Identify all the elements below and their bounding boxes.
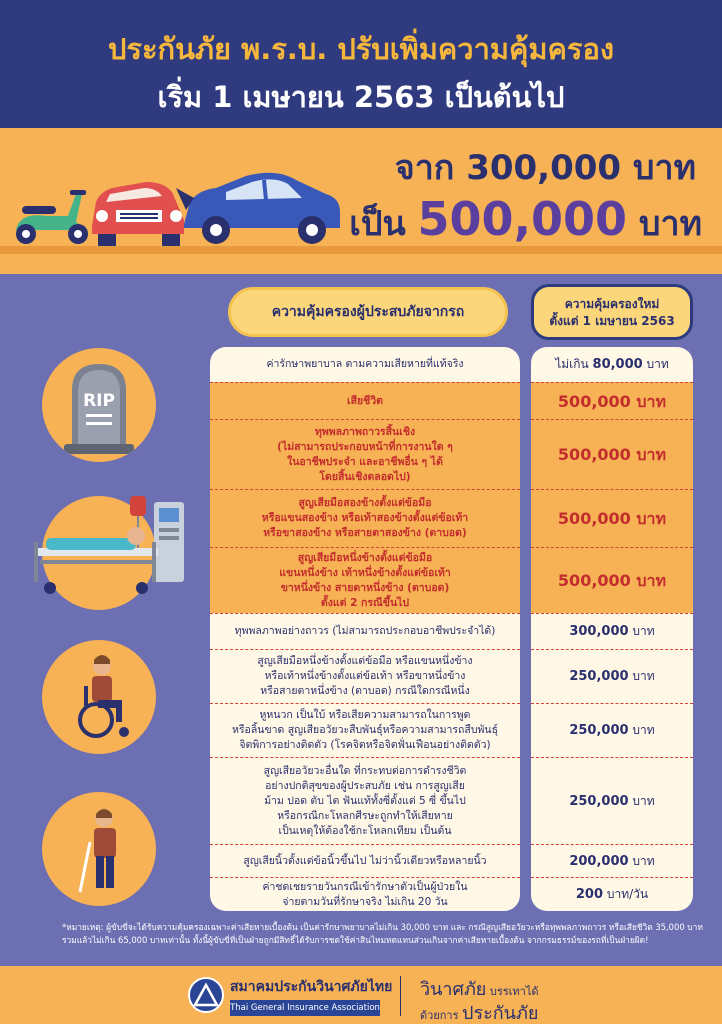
coverage-amount: [576, 887, 648, 902]
coverage-description: ทุพพลภาพอย่างถาวร (ไม่สามารถประกอบอาชีพประจำได้): [234, 625, 496, 637]
amount-row: [531, 613, 693, 649]
from-suffix: บาท: [621, 148, 696, 188]
table-row: [210, 419, 520, 489]
coverage-description: ทุพพลภาพถาวรสิ้นเชิง (ไม่สามารถประกอบหน้าที่การงานใด ๆ ในอาชีพประจำ และอาชีพอื่น ๆ ได้ โดยสิ้นเชิงตลอดไป): [277, 425, 453, 483]
table-row: [210, 757, 520, 844]
table-row: [210, 877, 520, 911]
tombstone-icon: [42, 348, 156, 462]
amount-row: [531, 419, 693, 489]
amount-value: 300,000: [569, 624, 629, 639]
coverage-amount: [569, 794, 654, 809]
coverage-description: สูญเสียอวัยวะอื่นใด ที่กระทบต่อการดำรงชีวิต อย่างปกติสุขของผู้ประสบภัย เช่น การสูญเสีย ม้าม ปอด ตับ ไต ฟันแท้ทั้งซี่ตั้งแต่ 5 ซี่ ขึ้นไป หรือกรณีกะโหลกศีรษะถูกทำให้เสียหาย เป็นเหตุให้ต้องใช้กะโหลกเทียม เป็นต้น: [263, 764, 467, 837]
wheelchair-icon: [42, 640, 156, 754]
table-row: [210, 547, 520, 613]
wheelchair-circle: [42, 640, 156, 754]
table-row: [210, 703, 520, 757]
coverage-description: ค่ารักษาพยาบาล ตามความเสียหายที่แท้จริง: [266, 358, 464, 370]
amount-row: [531, 757, 693, 844]
slogan1-main: วินาศภัย: [420, 979, 487, 1000]
amount-unit: บาท: [628, 624, 655, 638]
coverage-description: สูญเสียมือหนึ่งข้างตั้งแต่ข้อมือ หรือแขนหนึ่งข้าง หรือเท้าหนึ่งข้างตั้งแต่ข้อเท้า หรือขาหนึ่งข้าง หรือสายตาหนึ่งข้าง (ตาบอด) กรณีใดกรณีหนึ่ง: [257, 655, 473, 697]
coverage-amount: [569, 723, 654, 738]
from-amount: 300,000: [466, 148, 622, 188]
to-suffix: บาท: [627, 204, 702, 244]
amount-value: 200,000: [569, 853, 629, 869]
rip-label: RIP: [83, 391, 115, 411]
coverage-description: สูญเสียนิ้วตั้งแต่ข้อนิ้วขึ้นไป ไม่ว่านิ้วเดียวหรือหลายนิ้ว: [243, 854, 487, 867]
table-header-new-coverage: [531, 284, 693, 340]
amount-row: [531, 382, 693, 419]
amount-value: 250,000: [569, 793, 629, 809]
rip-circle: [42, 348, 156, 462]
amount-value: 250,000: [569, 669, 629, 684]
amount-row: [531, 347, 693, 382]
amount-row: [531, 877, 693, 911]
table-header-coverage: ความคุ้มครองผู้ประสบภัยจากรถ: [228, 287, 508, 337]
coverage-amount: [558, 511, 666, 526]
table-row: [210, 844, 520, 877]
amount-row: [531, 703, 693, 757]
amount-row: [531, 547, 693, 613]
slogan1-small: บรรเทาได้: [486, 985, 539, 998]
from-prefix: จาก: [394, 148, 467, 188]
table-row: [210, 613, 520, 649]
amount-unit: บาท: [630, 445, 667, 464]
amount-unit: บาท: [628, 669, 655, 683]
crutch-circle: [42, 792, 156, 906]
table-row: [210, 382, 520, 419]
slogan-line-2: [420, 998, 538, 1024]
coverage-amount: [558, 573, 666, 588]
amount-value: 200: [575, 887, 604, 902]
slogan2-small: ด้วยการ: [420, 1009, 463, 1022]
hospital-bed-icon: [26, 492, 186, 602]
hospital-circle: [42, 496, 156, 610]
coverage-description: หูหนวก เป็นใบ้ หรือเสียความสามารถในการพูด หรือลิ้นขาด สูญเสียอวัยวะสืบพันธุ์หรือความสามารถสืบพันธุ์ จิตพิการอย่างติดตัว (โรคจิตหรือจิตฟั่นเฟือนอย่างติดตัว): [232, 709, 498, 751]
scooter-icon: [6, 186, 96, 250]
coverage-description: ค่าชดเชยรายวันกรณีเข้ารักษาตัวเป็นผู้ป่วยใน จ่ายตามวันที่รักษาจริง ไม่เกิน 20 วัน: [262, 880, 468, 908]
coverage-amount: [569, 854, 654, 869]
amount-row: [531, 844, 693, 877]
coverage-amount: [569, 669, 654, 684]
coverage-description: สูญเสียมือหนึ่งข้างตั้งแต่ข้อมือ แขนหนึ่งข้าง เท้าหนึ่งข้างตั้งแต่ข้อเท้า ขาหนึ่งข้าง สายตาหนึ่งข้าง (ตาบอด) ตั้งแต่ 2 กรณีขึ้นไป: [279, 551, 451, 609]
title-line-2: เริ่ม 1 เมษายน 2563 เป็นต้นไป: [157, 80, 565, 114]
amount-unit: บาท: [628, 793, 655, 808]
amount-list: [531, 347, 693, 911]
amount-unit: บาท: [630, 509, 667, 528]
association-english-name: Thai General Insurance Association: [230, 1000, 380, 1016]
amount-value: 500,000: [557, 571, 631, 590]
coverage-description: สูญเสียมือสองข้างตั้งแต่ข้อมือ หรือแขนสองข้าง หรือเท้าสองข้างตั้งแต่ข้อเท้า หรือขาสองข้าง หรือสายตาสองข้าง (ตาบอด): [261, 497, 469, 539]
amount-unit: บาท/วัน: [603, 887, 649, 901]
amount-unit: บาท: [630, 391, 667, 411]
coverage-description: เสียชีวิต: [347, 394, 383, 407]
amount-unit: บาท: [630, 571, 667, 590]
amount-row: [531, 489, 693, 547]
slogan2-main: ประกันภัย: [462, 1003, 539, 1024]
coverage-amount: [558, 447, 666, 462]
amount-value: 500,000: [557, 391, 631, 411]
amount-value: 500,000: [557, 509, 631, 528]
amount-unit: บาท: [628, 853, 655, 868]
amount-value: 80,000: [592, 357, 643, 372]
amount-prefix: ไม่เกิน: [555, 357, 593, 371]
banner: [0, 128, 722, 274]
association-name: สมาคมประกันวินาศภัยไทย: [230, 979, 393, 995]
blue-car-icon: [176, 168, 344, 252]
table-row: [210, 489, 520, 547]
old-coverage-amount: [356, 140, 696, 194]
header: [0, 0, 722, 128]
to-prefix: เป็น: [349, 204, 418, 244]
coverage-amount: [557, 391, 667, 411]
new-coverage-amount: [330, 192, 702, 250]
amount-value: 500,000: [557, 445, 631, 464]
footer: [0, 966, 722, 1024]
title-line-1: ประกันภัย พ.ร.บ. ปรับเพิ่มความคุ้มครอง: [107, 32, 615, 66]
coverage-amount: [569, 624, 654, 639]
footer-divider: [400, 976, 401, 1016]
coverage-amount: [555, 357, 669, 372]
table-header-new-line2: ตั้งแต่ 1 เมษายน 2563: [549, 314, 675, 328]
walking-cane-icon: [42, 792, 156, 906]
to-amount: 500,000: [417, 192, 628, 246]
table-header-new-line1: ความคุ้มครองใหม่: [564, 297, 660, 311]
table-row: [210, 347, 520, 382]
coverage-list: [210, 347, 520, 911]
footnote: *หมายเหตุ: ผู้ขับขี่จะได้รับความคุ้มครองเฉพาะค่าเสียหายเบื้องต้น เป็นค่ารักษาพยาบาลไม่เกิน 30,000 บาท และ กรณีสูญเสียอวัยวะหรือทุพพลภาพถาวร หรือเสียชีวิต 35,000 บาท รวมแล้วไม่เกิน 65,000 บาทเท่านั้น ทั้งนี้ผู้ขับขี่ที่เป็นฝ่ายถูกมีสิทธิ์ได้รับการชดใช้ค่าสินไหมทดแทนส่วนเกินจากค่าเสียหายเบื้องต้น จากกรมธรรม์ของรถที่เป็นฝ่ายผิด!: [62, 922, 703, 945]
amount-unit: บาท: [642, 357, 669, 371]
amount-unit: บาท: [628, 723, 655, 737]
amount-value: 250,000: [569, 723, 629, 738]
association-logo-icon: [188, 977, 224, 1013]
amount-row: [531, 649, 693, 703]
red-car-icon: [86, 176, 190, 250]
table-row: [210, 649, 520, 703]
